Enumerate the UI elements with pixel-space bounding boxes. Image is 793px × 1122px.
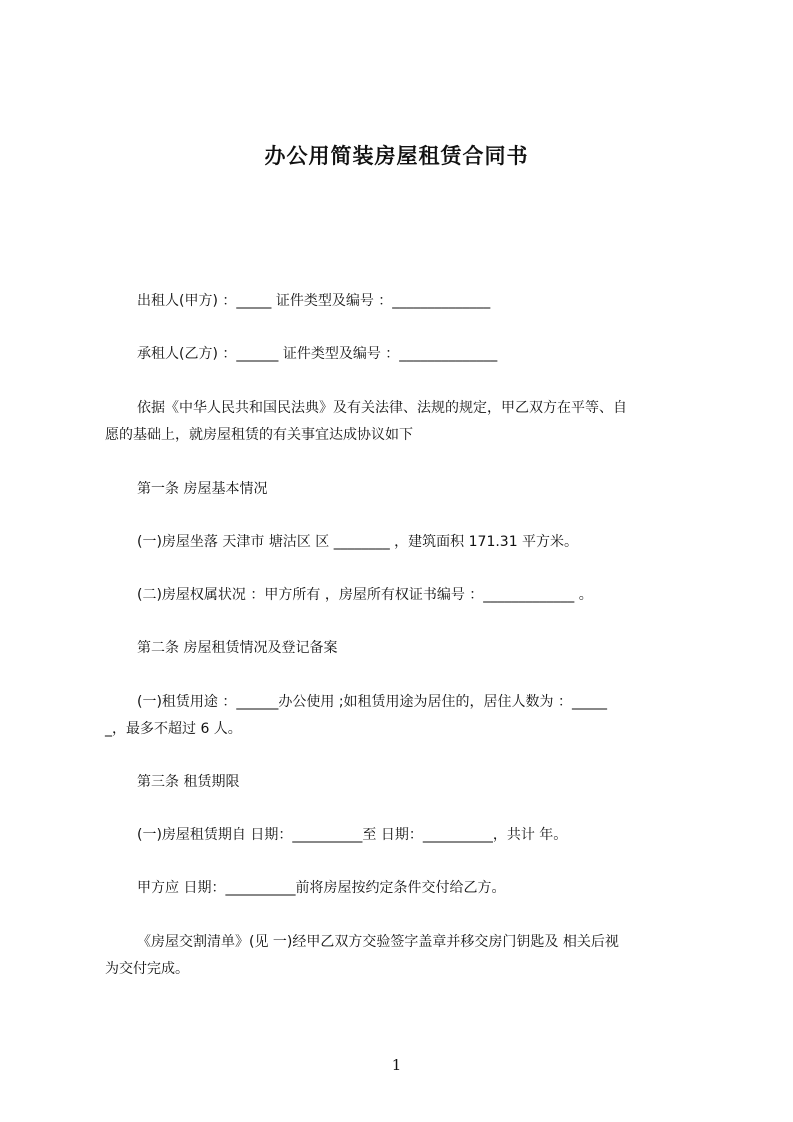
lessor-line: 出租人(甲方) ：_____ 证件类型及编号 ：______________ <box>137 293 491 309</box>
article-1-heading: 第一条 房屋基本情况 <box>137 481 268 497</box>
document-title: 办公用简装房屋租赁合同书 <box>264 144 529 168</box>
preamble-line-2: 愿的基础上，就房屋租赁的有关事宜达成协议如下 <box>105 427 413 443</box>
article-2-item-1-line-1: (一)租赁用途 ：______办公使用 ;如租赁用途为居住的，居住人数为 ：_____ <box>137 694 607 710</box>
article-2-item-1-line-2: _，最多不超过 6 人。 <box>105 721 242 737</box>
lessee-line: 承租人(乙方) ：______ 证件类型及编号 ：______________ <box>137 346 498 362</box>
article-1-item-1: (一)房屋坐落 天津市 塘沽区 区 ________ ，建筑面积 171.31 平方米。 <box>137 534 579 550</box>
page-number: 1 <box>391 1056 402 1074</box>
article-1-item-2: (二)房屋权属状况 ：甲方所有 ，房屋所有权证书编号 ：_____________ 。 <box>137 587 593 603</box>
handover-line-1: 《房屋交割清单》(见 一)经甲乙双方交验签字盖章并移交房门钥匙及 相关后视 <box>137 934 619 950</box>
preamble-line-1: 依据《中华人民共和国民法典》及有关法律、法规的规定，甲乙双方在平等、自 <box>137 400 627 416</box>
delivery-line: 甲方应 日期：__________前将房屋按约定条件交付给乙方。 <box>137 880 506 896</box>
handover-line-2: 为交付完成。 <box>105 961 189 977</box>
article-3-item-1: (一)房屋租赁期自 日期：__________至 日期：__________，共计 年。 <box>137 827 568 843</box>
article-3-heading: 第三条 租赁期限 <box>137 774 240 790</box>
article-2-heading: 第二条 房屋租赁情况及登记备案 <box>137 640 338 656</box>
